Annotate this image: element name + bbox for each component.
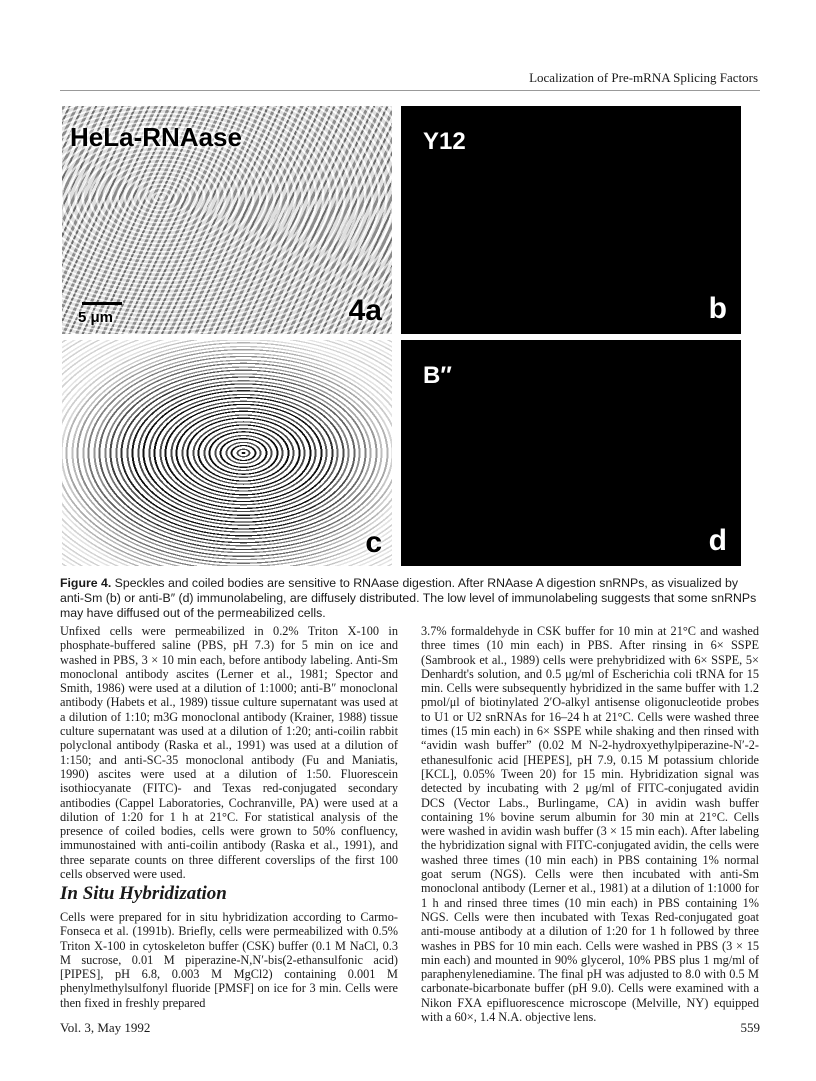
figure-panel-d xyxy=(401,340,741,566)
panel-a-letter: 4a xyxy=(348,294,382,327)
panel-d-letter: d xyxy=(708,524,727,557)
page-number: 559 xyxy=(740,1020,760,1035)
caption-label: Figure 4. xyxy=(60,576,112,590)
panel-c-letter: c xyxy=(365,526,382,559)
scale-bar xyxy=(82,302,122,305)
methods-paragraph-2: Cells were prepared for in situ hybridization according to Carmo-Fonseca et al. (1991b). Briefly, cells were permeabilized with 0.5% Triton X-100 in cytoskeleton buffer (CSK) buffer (0.1 M NaCl, 0.3 M sucrose, 0.01 M piperazine-N,N′-bis(2-ethansulfonic acid) [PIPES], pH 6.8, 0.003 M MgCl2) containing 0.001 M phenylmethylsulfonyl fluoride [PMSF] on ice for 3 min. Cells were then fixed in freshly prepared xyxy=(60,910,398,1010)
figure-panel-a xyxy=(62,106,392,334)
caption-text: Speckles and coiled bodies are sensitive to RNAase digestion. After RNAase A digestion snRNPs, as visualized by anti-Sm (b) or anti-B″ (d) immunolabeling, are diffusely distributed. The low level of immunolabeling suggests that some snRNPs may have diffused out of the permeabilized cells. xyxy=(60,576,757,620)
methods-paragraph-3: 3.7% formaldehyde in CSK buffer for 10 min at 21°C and washed three times (10 min each) in PBS. After rinsing in 6× SSPE (Sambrook et al., 1989) cells were prehybridized with 6× SSPE, 5× Denhardt's solution, and 0.5 μg/ml of Escherichia coli tRNA for 15 min. Cells were subsequently hybridized in the same buffer with 1.2 pmol/μl of biotinylated 2′O-alkyl antisense oligonucleotide probes to U1 or U2 snRNAs for 16–24 h at 21°C. Cells were washed three times (15 min each) in 6× SSPE while shaking and then rinsed with “avidin wash buffer” (0.02 M N-2-hydroxyethylpiperazine-N′-2-ethanesulfonic acid [HEPES], pH 7.9, 0.15 M potassium chloride [KCL], 0.05% Tween 20) for 15 min. Hybridization signal was detected by incubating with 2 μg/ml of FITC-conjugated avidin DCS (Vector Labs., Burlingame, CA) in avidin wash buffer containing 1% bovine serum albumin for 30 min at 21°C. Cells were washed in avidin wash buffer (3 × 15 min each). After labeling the hybridization signal with FITC-conjugated avidin, the cells were washed three times (10 min each) in PBS containing 1% normal goat serum (NGS). Cells were then incubated with anti-Sm monoclonal antibody (Lerner et al., 1981) at a dilution of 1:1000 for 1 h and rinsed three times (10 min each) in PBS containing 1% NGS. Cells were then incubated with Texas Red-conjugated goat anti-mouse antibody at a dilution of 1:20 for 1 h followed by three washes in PBS for 10 min each. Cells were washed in PBS (3 × 15 min each) and mounted in 90% glycerol, 10% PBS plus 1 mg/ml of paraphenylenediamine. The final pH was adjusted to 8.0 with 0.5 M carbonate-bicarbonate buffer (pH 9.0). Cells were examined with a Nikon FXA epifluorescence microscope (Melville, NY) equipped with a 60×, 1.4 N.A. objective lens. xyxy=(421,624,759,1025)
panel-a-title: HeLa-RNAase xyxy=(70,122,242,152)
footer-volume: Vol. 3, May 1992 xyxy=(60,1020,151,1035)
panel-b-title: Y12 xyxy=(423,128,466,155)
panel-d-title: B″ xyxy=(423,362,452,389)
right-column xyxy=(421,624,759,1024)
header-rule xyxy=(60,90,760,91)
running-title: Localization of Pre-mRNA Splicing Factors xyxy=(529,70,758,85)
figure-panel-c xyxy=(62,340,392,566)
scale-label: 5 μm xyxy=(78,309,114,326)
methods-paragraph-1: Unfixed cells were permeabilized in 0.2% Triton X-100 in phosphate-buffered saline (PBS, pH 7.3) for 5 min on ice and washed in PBS, 3 × 10 min each, before antibody labeling. Anti-Sm monoclonal antibody ascites (Lerner et al., 1981; Spector and Smith, 1986) were used at a dilution of 1:1000; anti-B″ monoclonal antibody (Habets et al., 1989) tissue culture supernatant was used at a dilution of 1:10; m3G monoclonal antibody (Krainer, 1988) tissue culture supernatant was used at a dilution of 1:20; anti-coilin rabbit polyclonal antibody (Raska et al., 1991) was used at a dilution of 1:150; and anti-SC-35 monoclonal antibody (Fu and Maniatis, 1990) ascites were used at a dilution of 1:50. Fluorescein isothiocyanate (FITC)- and Texas red-conjugated secondary antibodies (Cappel Laboratories, Cochranville, PA) were used at a dilution of 1:20 for 1 h at 21°C. For statistical analysis of the presence of coiled bodies, cells were grown to 50% confluency, immunostained with anti-coilin antibody (Raska et al., 1991), and three separate counts on three different coverslips of the first 100 cells observed were used. xyxy=(60,624,398,882)
left-column xyxy=(60,624,398,881)
left-column-lower xyxy=(60,910,398,1010)
figure-caption xyxy=(60,576,760,621)
section-heading: In Situ Hybridization xyxy=(60,883,227,904)
figure-panel-b xyxy=(401,106,741,334)
panel-b-letter: b xyxy=(708,292,727,325)
